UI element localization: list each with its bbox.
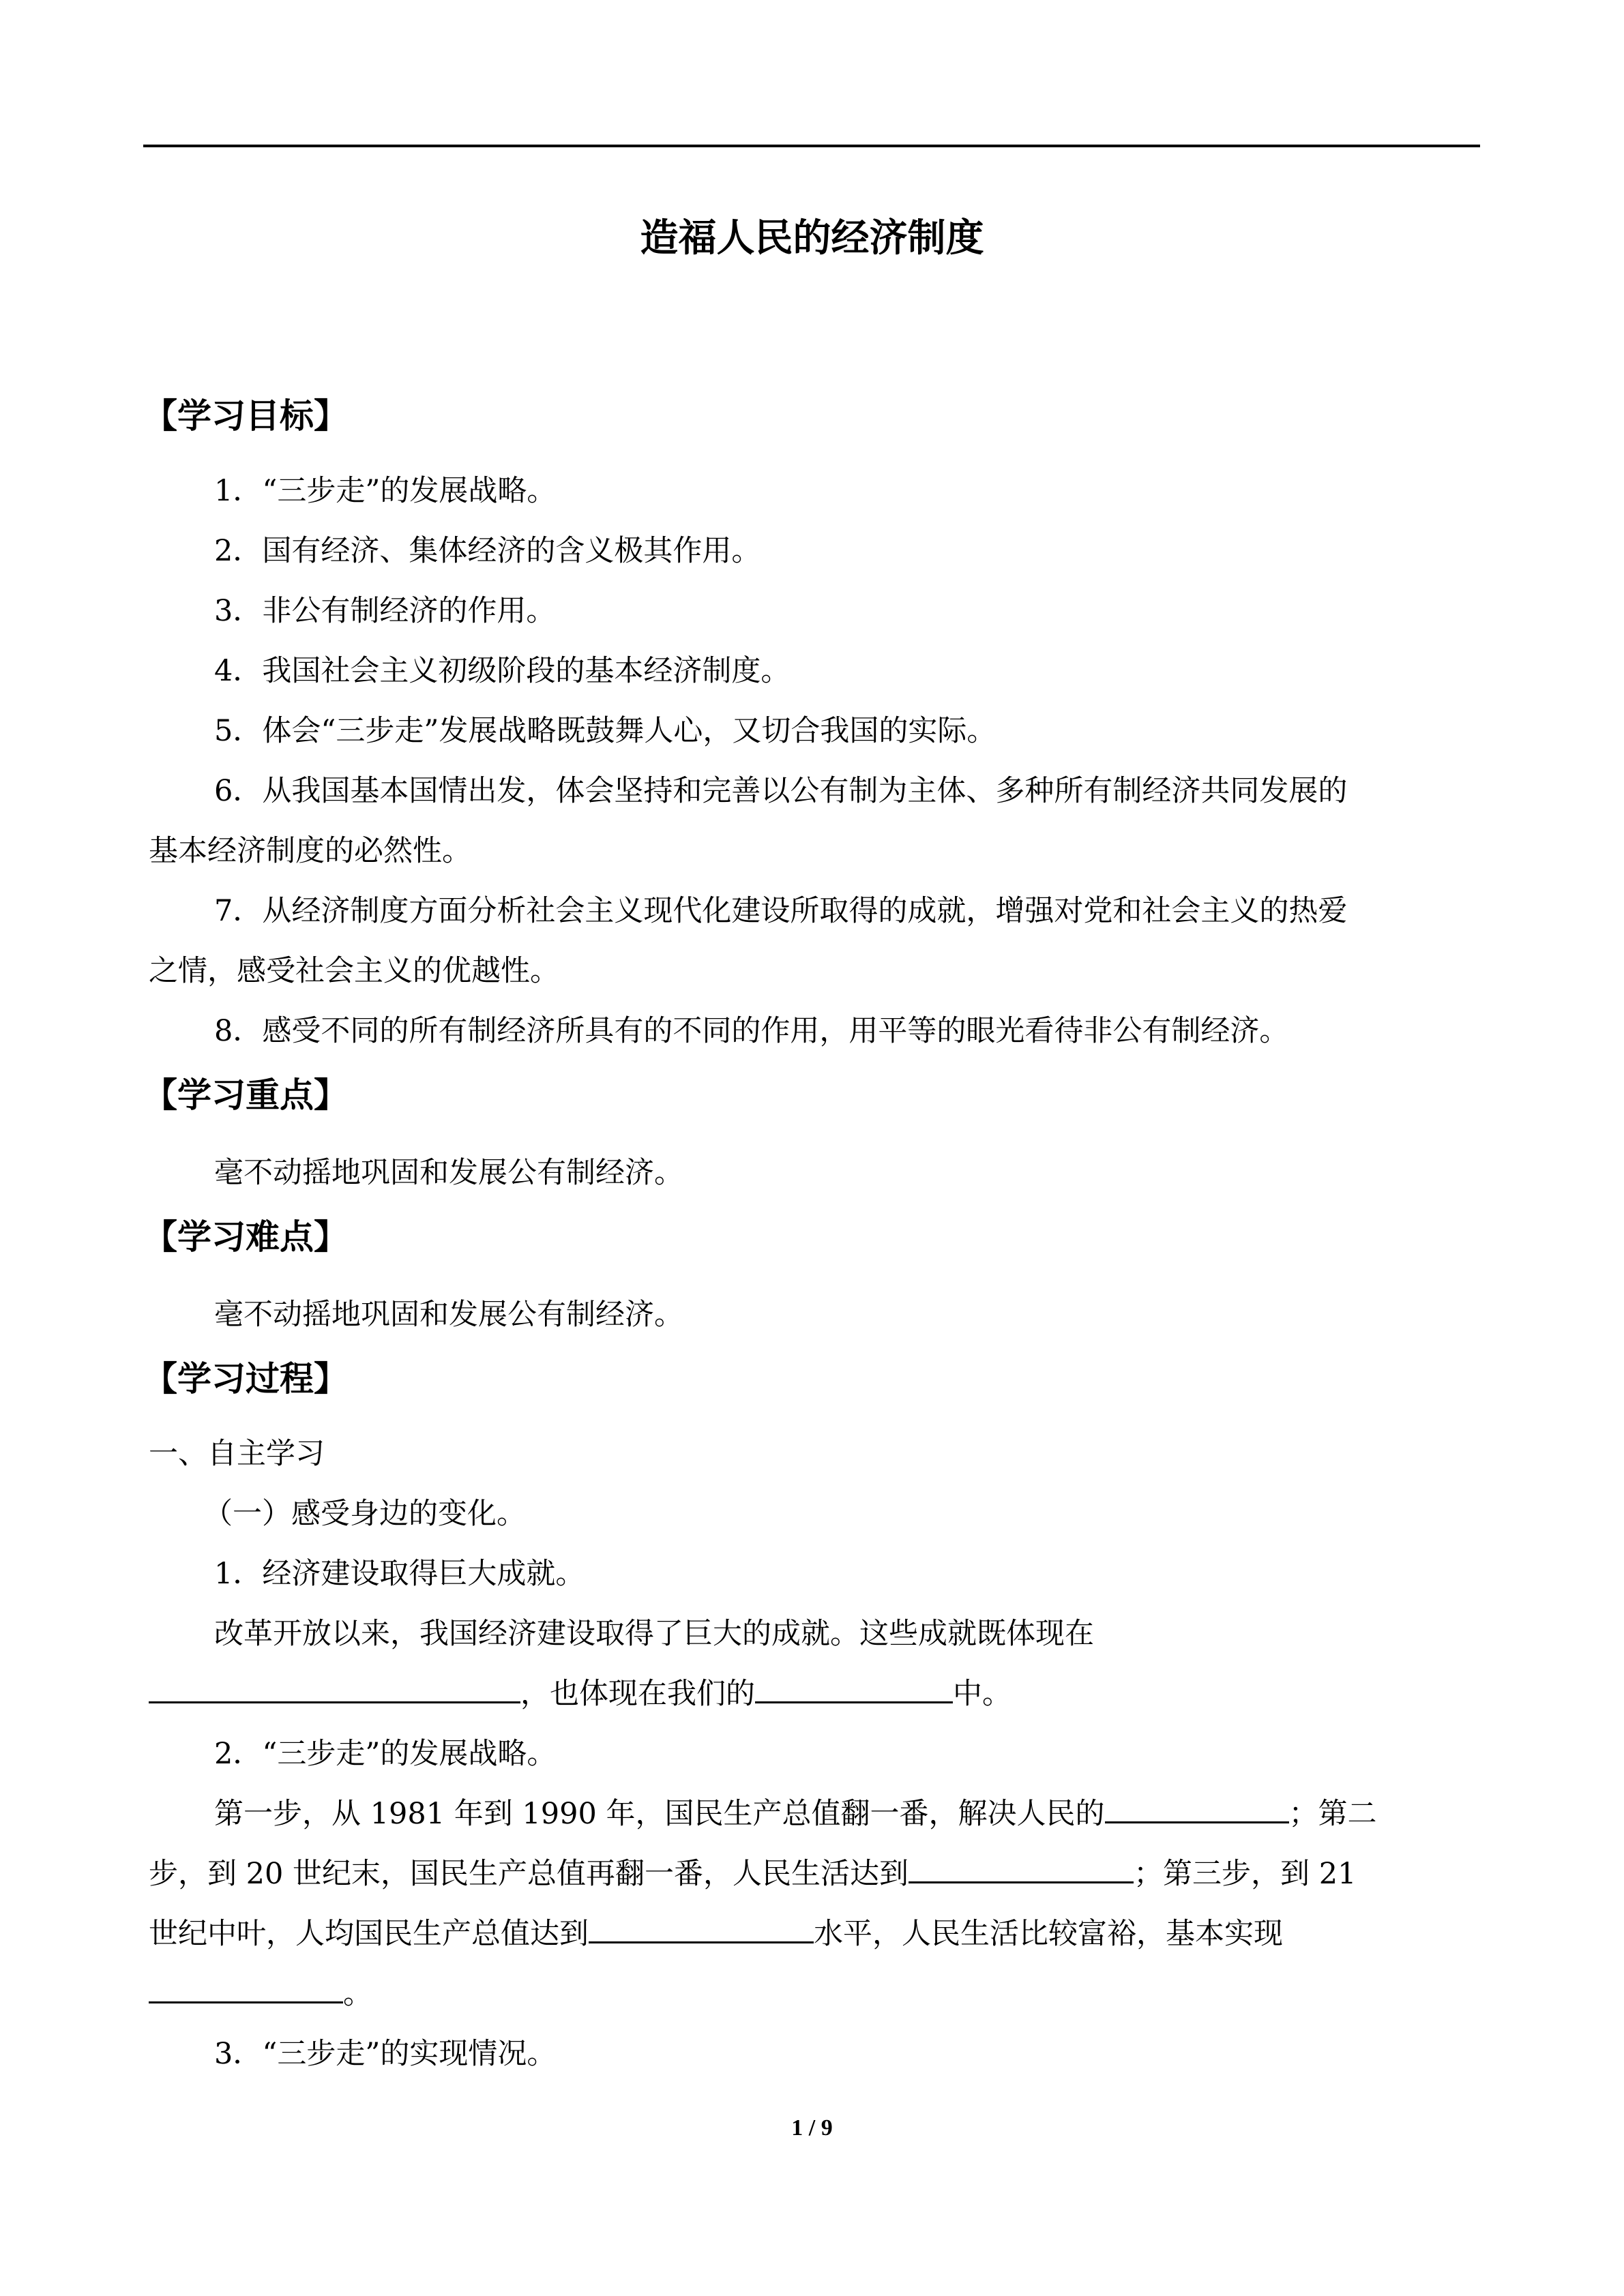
goal-item-continued: 基本经济制度的必然性。 [149, 834, 471, 868]
page-title: 造福人民的经济制度 [640, 216, 984, 260]
goal-item: 6．从我国基本国情出发，体会坚持和完善以公有制为主体、多种所有制经济共同发展的 [214, 774, 1348, 808]
item-heading: 1．经济建设取得巨大成就。 [214, 1557, 585, 1591]
fill-line: 世纪中叶，人均国民生产总值达到 水平，人民生活比较富裕，基本实现 [149, 1904, 1479, 1964]
section-heading-key: 【学习重点】 [143, 1075, 348, 1115]
item-text: 改革开放以来，我国经济建设取得了巨大的成就。这些成就既体现在 [214, 1617, 1094, 1651]
goal-item: 2．国有经济、集体经济的含义极其作用。 [214, 534, 761, 568]
difficult-point-text: 毫不动摇地巩固和发展公有制经济。 [214, 1298, 683, 1332]
goal-item-continued: 之情，感受社会主义的优越性。 [149, 954, 559, 988]
item-heading: 2．“三步走”的发展战略。 [214, 1737, 557, 1771]
key-point-text: 毫不动摇地巩固和发展公有制经济。 [214, 1156, 683, 1190]
section-heading-process: 【学习过程】 [143, 1359, 348, 1399]
document-body [143, 382, 1479, 2084]
page-number: 1 / 9 [791, 2115, 833, 2141]
goal-item: 5．体会“三步走”发展战略既鼓舞人心，又切合我国的实际。 [214, 714, 996, 748]
goal-item: 7．从经济制度方面分析社会主义现代化建设所取得的成就，增强对党和社会主义的热爱 [214, 894, 1348, 928]
item-heading: 3．“三步走”的实现情况。 [214, 2037, 557, 2071]
fill-line: 步，到 20 世纪末，国民生产总值再翻一番，人民生活达到 ；第三步，到 21 [149, 1844, 1479, 1904]
answer-blank[interactable] [589, 1906, 814, 1943]
fill-line: 。 [149, 1964, 1479, 2024]
fill-line: 第一步，从 1981 年到 1990 年，国民生产总值翻一番，解决人民的 ；第二 [149, 1784, 1479, 1844]
part-heading: 一、自主学习 [149, 1437, 325, 1471]
header-rule [143, 145, 1480, 147]
answer-blank[interactable] [755, 1666, 953, 1703]
subsection-heading: （一）感受身边的变化。 [203, 1497, 526, 1531]
goal-item: 3．非公有制经济的作用。 [214, 594, 556, 628]
goal-item: 8．感受不同的所有制经济所具有的不同的作用，用平等的眼光看待非公有制经济。 [214, 1014, 1289, 1048]
goal-item: 1．“三步走”的发展战略。 [214, 474, 557, 508]
section-heading-difficult: 【学习难点】 [143, 1217, 348, 1257]
fill-line: ，也体现在我们的 中。 [149, 1664, 1479, 1724]
answer-blank[interactable] [1105, 1786, 1289, 1823]
section-heading-goals: 【学习目标】 [143, 396, 348, 436]
goal-item: 4．我国社会主义初级阶段的基本经济制度。 [214, 654, 791, 688]
answer-blank[interactable] [149, 1666, 520, 1703]
answer-blank[interactable] [909, 1846, 1134, 1883]
answer-blank[interactable] [149, 1966, 343, 2003]
